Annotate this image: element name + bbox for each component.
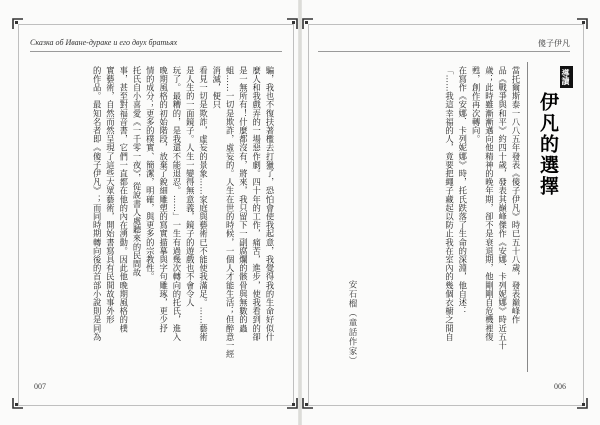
corner-ornament-icon [576, 397, 588, 409]
text-column: 玩了。最糟的，是我還不能退忍。……」一生有過幾次轉向的托氏，進入 [171, 66, 182, 342]
text-column: 「……我這幸福的人，竟要把繩子藏起以防止我在室內的幾個衣櫥之間自 [444, 66, 455, 342]
chapter-title: 伊凡的選擇 [537, 92, 559, 197]
text-column: 實藝術，自然而然呈現了這些大眾藝術，開始書寫具有民間故事外形 [105, 66, 116, 324]
text-column: 事，甚至對福音書，它們一直都在他的內在湧動。因此他晚期風格的樸 [118, 66, 129, 333]
text-column: 晚期風格的初始階段，放棄了銳細雕塑的寫實描摹與字句雕琢，更少抒 [158, 66, 169, 333]
text-column: 托氏自小喜愛《一千零一夜》，從說書人處聽來的民間故 [132, 66, 143, 277]
book-gutter [298, 0, 302, 425]
left-header-rule [30, 51, 282, 52]
text-column: 品《戰爭與和平》約四十歲，發表其巔峰傑作《安娜．卡列妮娜》時近五十 [497, 66, 508, 350]
text-column: 看見一切是欺詐，虛妄的景象……家庭與藝術已不能使我滿足。……藝術 [198, 66, 209, 342]
text-column: 蛆……一切是欺詐，虛妄的。人生在世的時候，一個人才能生活；但醉意一經消滅，便只 [211, 66, 236, 359]
left-running-header: Сказка об Иване-дураке и его двух братьях [30, 38, 178, 47]
right-header-rule [318, 51, 570, 52]
right-running-header: 傻子伊凡 [538, 39, 570, 48]
corner-ornament-icon [286, 18, 298, 30]
foreword-badge: 導讀 [560, 66, 573, 88]
text-column: 情的成分；更多的樸實、簡潔，明確，與更多的宗教性。 [145, 66, 156, 281]
corner-ornament-icon [576, 18, 588, 30]
left-page-body-text [36, 66, 276, 366]
corner-ornament-icon [302, 18, 314, 30]
text-column: 是人生的一面鏡子。人生一變得無意義，鏡子的遊戲也不會令人 [185, 66, 196, 307]
text-column: 當托爾斯泰一八八五年發表《傻子伊凡》時已五十八歲，發表巔峰作 [511, 66, 521, 324]
text-column: 歲；此時雖漸漸邁向他精神的晚年期，卻不是衰退期，他剛剛自危機裡復 [484, 66, 495, 342]
text-column: 麼人和我戲弄的一場惡作劇。四十年的工作，痛苦，進步，使我看到的卻 [251, 66, 262, 342]
corner-ornament-icon [12, 18, 24, 30]
right-page-number: 006 [554, 382, 566, 391]
right-page-body-text [388, 66, 522, 366]
corner-ornament-icon [286, 397, 298, 409]
corner-ornament-icon [12, 397, 24, 409]
left-page-number: 007 [34, 382, 46, 391]
text-column: 是一無所有！什麼都沒有，將來，我只留下一副腐爛的骸骨與無數的蟲 [238, 66, 249, 333]
text-column: 甦，創作再次轉向。 [471, 66, 482, 144]
author-byline: 安石榴（童話作家） [347, 280, 357, 366]
text-column: 的作品。最知名者即《傻子伊凡》；而同時期轉向後的首部小說則是同為 [92, 66, 103, 342]
text-column: 騙，我也不復扶著檻去打獵了，恐怕會使我起意，我覺得我的生命好似什 [265, 66, 275, 342]
corner-ornament-icon [302, 397, 314, 409]
text-column: 在寫作《安娜．卡列妮娜》時，托氏跌落了生命的深淵，他自述： [457, 66, 468, 316]
title-divider [527, 62, 528, 372]
